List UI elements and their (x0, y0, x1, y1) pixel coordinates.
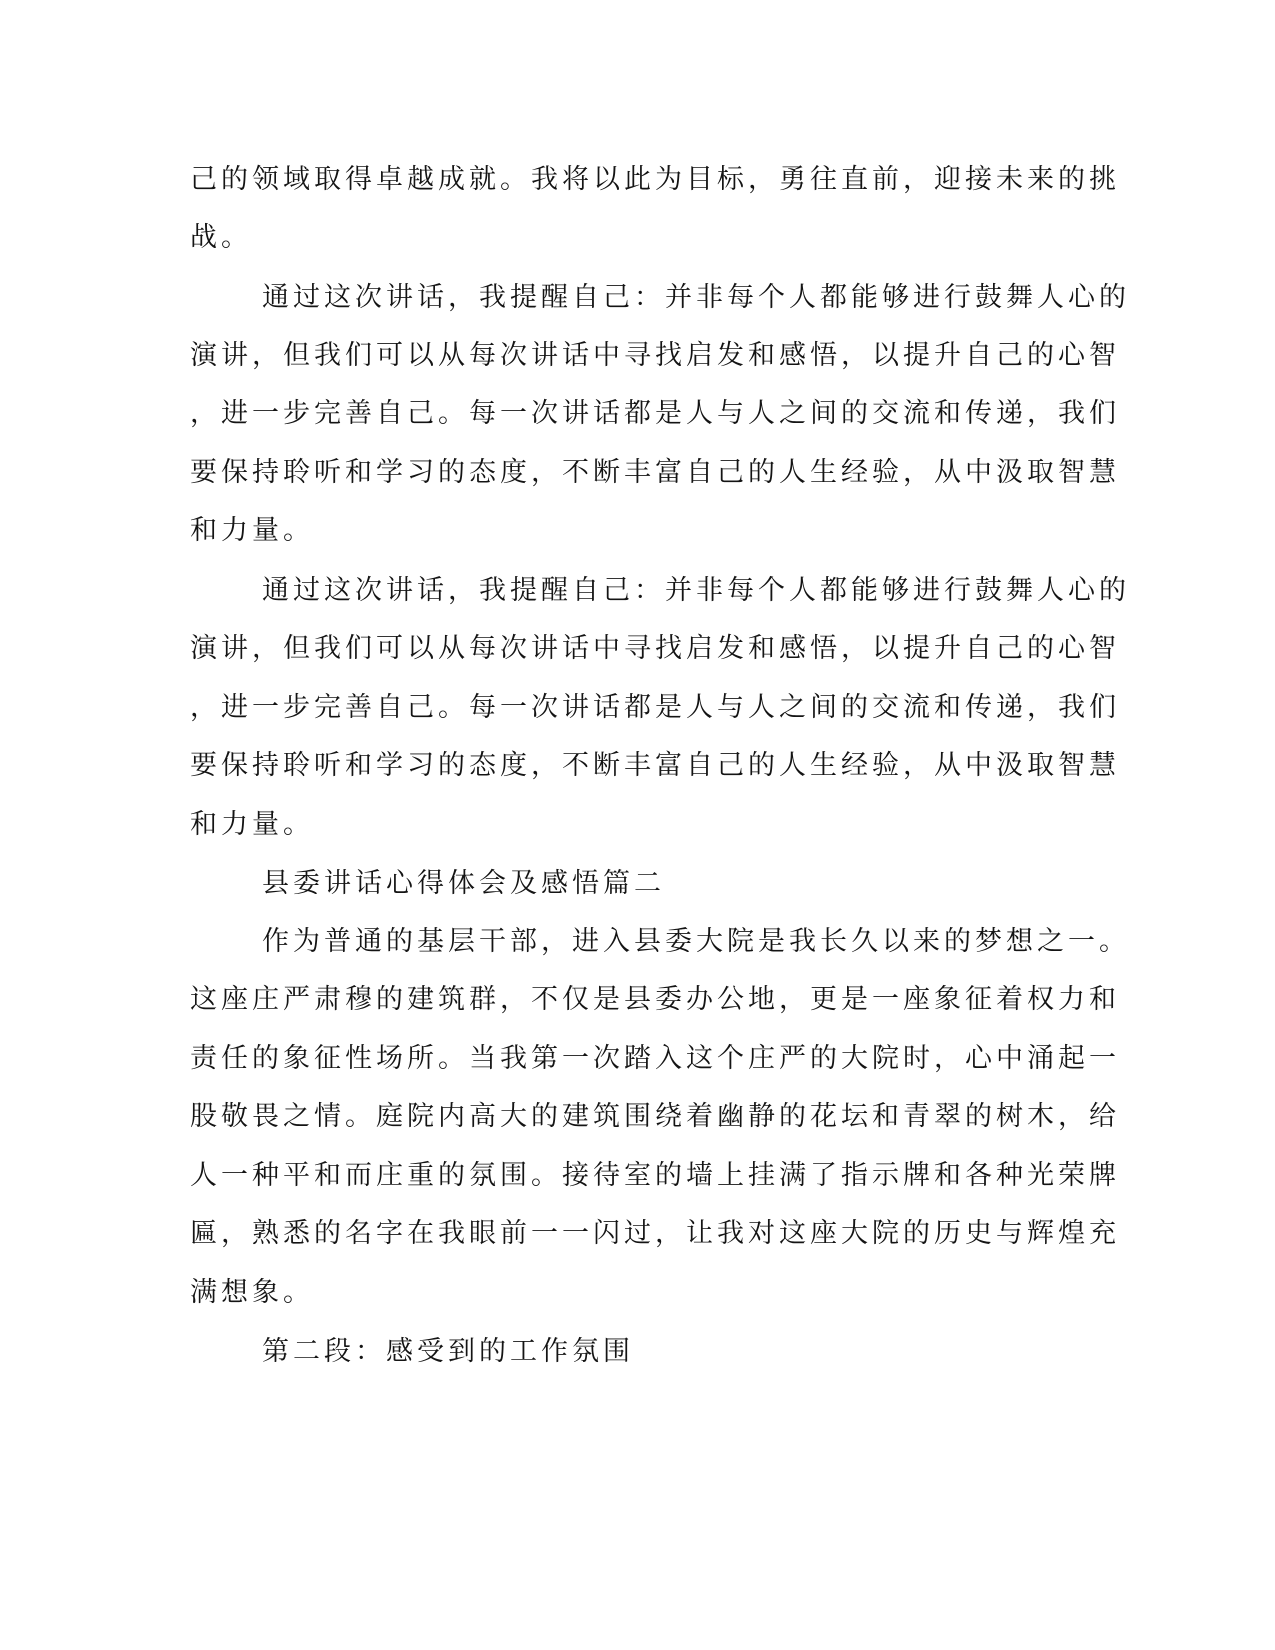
text-line-16: 责任的象征性场所。当我第一次踏入这个庄严的大院时，心中涌起一 (190, 1043, 1120, 1074)
text-line-3: 通过这次讲话，我提醒自己：并非每个人都能够进行鼓舞人心的 (262, 282, 1130, 313)
text-line-14: 作为普通的基层干部，进入县委大院是我长久以来的梦想之一。 (262, 926, 1130, 957)
text-line-1: 己的领域取得卓越成就。我将以此为目标，勇往直前，迎接未来的挑 (190, 164, 1120, 195)
text-line-10: ，进一步完善自己。每一次讲话都是人与人之间的交流和传递，我们 (190, 692, 1120, 723)
text-line-8: 通过这次讲话，我提醒自己：并非每个人都能够进行鼓舞人心的 (262, 575, 1130, 606)
text-line-17: 股敬畏之情。庭院内高大的建筑围绕着幽静的花坛和青翠的树木，给 (190, 1101, 1120, 1132)
text-line-11: 要保持聆听和学习的态度，不断丰富自己的人生经验，从中汲取智慧 (190, 750, 1120, 781)
text-line-7: 和力量。 (190, 515, 314, 546)
text-line-12: 和力量。 (190, 809, 314, 840)
text-line-9: 演讲，但我们可以从每次讲话中寻找启发和感悟，以提升自己的心智 (190, 633, 1120, 664)
text-line-15: 这座庄严肃穆的建筑群，不仅是县委办公地，更是一座象征着权力和 (190, 984, 1120, 1015)
text-line-4: 演讲，但我们可以从每次讲话中寻找启发和感悟，以提升自己的心智 (190, 340, 1120, 371)
section-heading: 县委讲话心得体会及感悟篇二 (262, 868, 665, 899)
text-line-19: 匾，熟悉的名字在我眼前一一闪过，让我对这座大院的历史与辉煌充 (190, 1218, 1120, 1249)
subsection-heading: 第二段：感受到的工作氛围 (262, 1336, 634, 1367)
text-line-20: 满想象。 (190, 1277, 314, 1308)
text-line-18: 人一种平和而庄重的氛围。接待室的墙上挂满了指示牌和各种光荣牌 (190, 1160, 1120, 1191)
text-line-6: 要保持聆听和学习的态度，不断丰富自己的人生经验，从中汲取智慧 (190, 457, 1120, 488)
text-line-2: 战。 (190, 222, 252, 253)
text-line-5: ，进一步完善自己。每一次讲话都是人与人之间的交流和传递，我们 (190, 398, 1120, 429)
